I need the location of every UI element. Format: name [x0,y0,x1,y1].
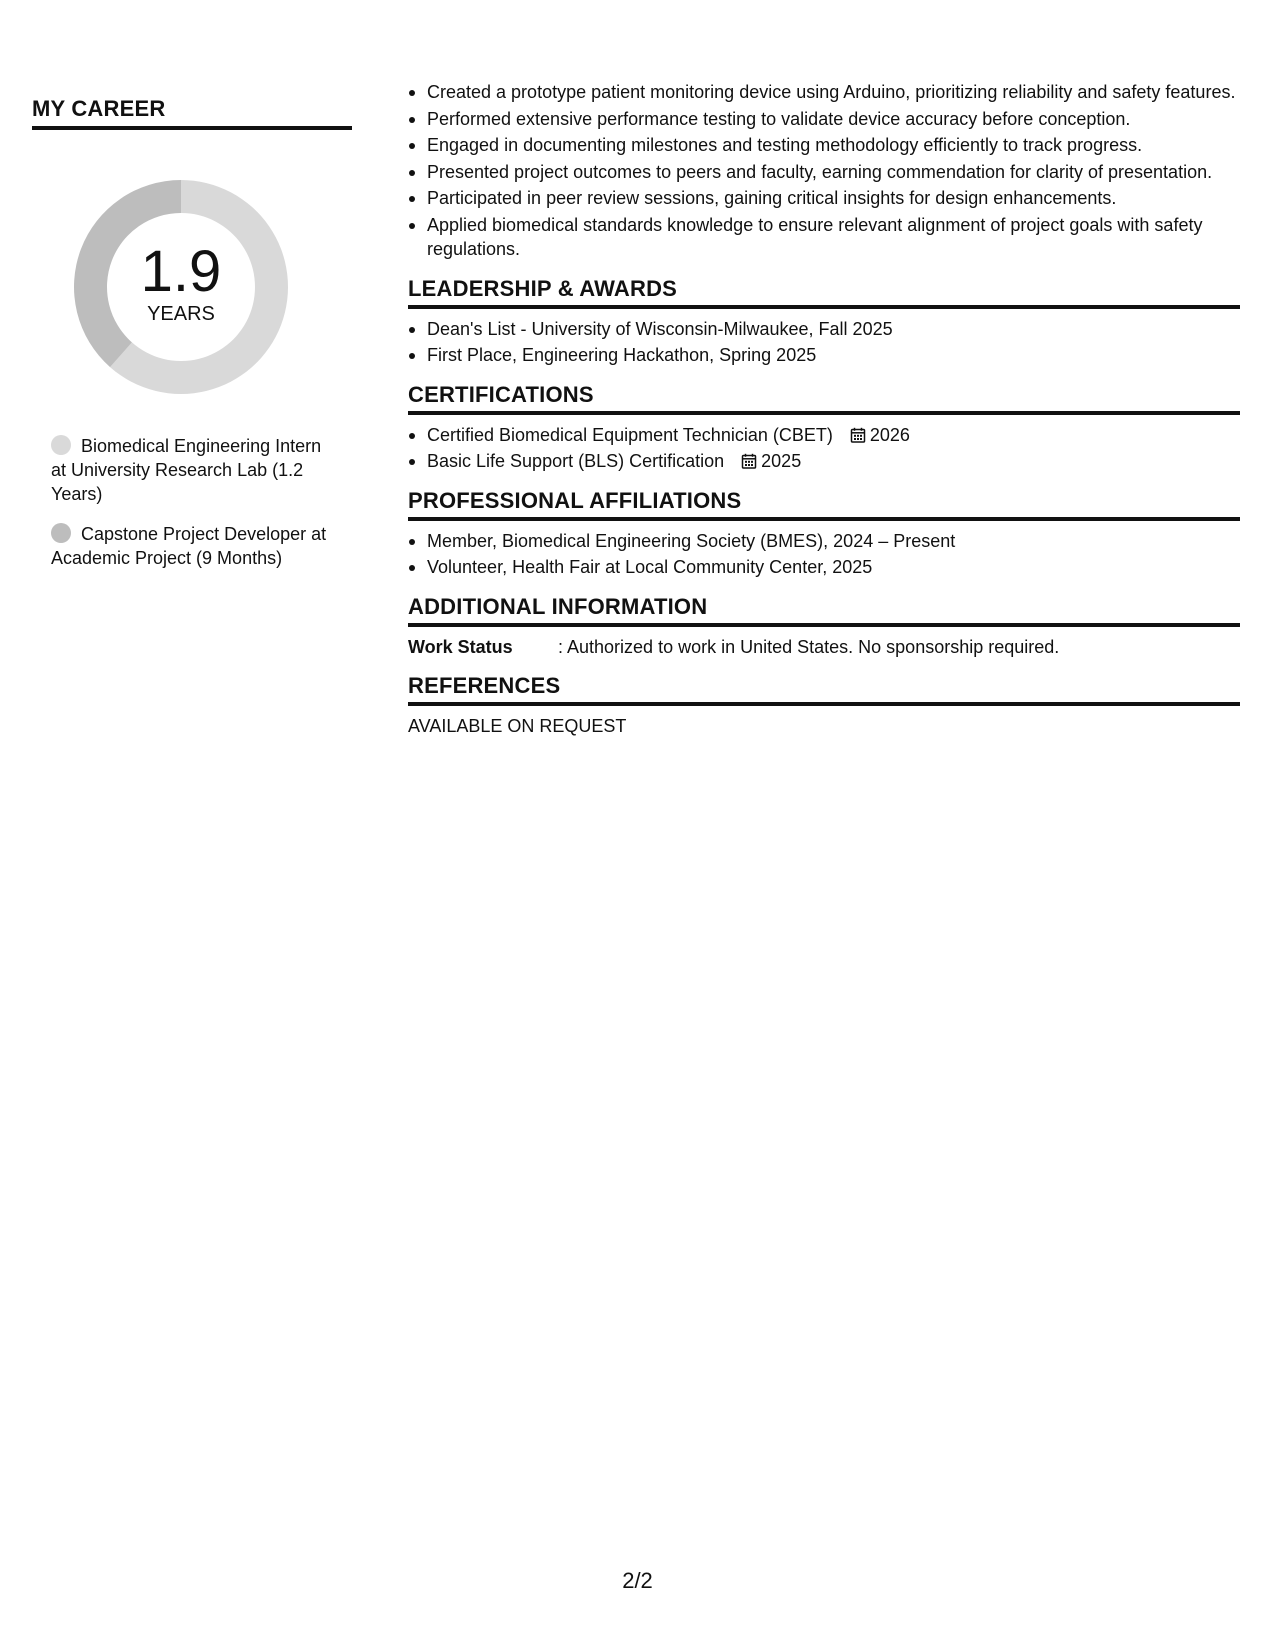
leadership-item: Dean's List - University of Wisconsin-Milwaukee, Fall 2025 [408,317,1240,342]
leadership-list [408,317,1240,368]
affiliation-item: Member, Biomedical Engineering Society (BMES), 2024 – Present [408,529,1240,554]
career-legend [32,434,352,570]
certification-item [408,423,1240,448]
certification-year: 2025 [761,451,802,471]
career-legend-label: Capstone Project Developer at Academic Project (9 Months) [51,524,327,568]
career-total-unit: YEARS [147,303,215,325]
affiliations-list [408,529,1240,580]
legend-dot-icon [51,523,71,543]
career-legend-item [51,434,341,506]
certification-item [408,449,1240,474]
references-heading: REFERENCES [408,673,1240,706]
main-content [408,80,1240,738]
certification-name: Basic Life Support (BLS) Certification [427,451,725,471]
certification-name: Certified Biomedical Equipment Technician (CBET) [427,424,833,445]
experience-bullet: Engaged in documenting milestones and testing methodology efficiently to track progress. [408,133,1240,158]
certifications-list [408,423,1240,474]
page-number: 2/2 [622,1568,653,1593]
affiliations-heading: PROFESSIONAL AFFILIATIONS [408,488,1240,521]
experience-bullets [408,80,1240,262]
experience-bullet: Participated in peer review sessions, gaining critical insights for design enhancements. [408,186,1240,211]
calendar-icon [850,427,866,443]
career-heading: MY CAREER [32,96,352,130]
career-sidebar [32,96,352,586]
leadership-section [408,276,1240,368]
career-legend-item [51,522,341,570]
additional-info-section [408,594,1240,659]
certification-year: 2026 [869,424,910,445]
work-status-label: Work Status [408,636,513,657]
references-text: AVAILABLE ON REQUEST [408,715,627,736]
work-status-row [408,635,1240,659]
experience-bullet: Applied biomedical standards knowledge to ensure relevant alignment of project goals with safety regulations. [408,213,1240,262]
career-legend-label: Biomedical Engineering Intern at University Research Lab (1.2 Years) [51,436,322,504]
leadership-item: First Place, Engineering Hackathon, Spring 2025 [408,343,1240,368]
affiliations-section [408,488,1240,580]
additional-info-heading: ADDITIONAL INFORMATION [408,594,1240,627]
certifications-section [408,382,1240,474]
career-donut-chart [66,172,296,402]
calendar-icon [741,453,757,469]
leadership-heading: LEADERSHIP & AWARDS [408,276,1240,309]
certifications-heading: CERTIFICATIONS [408,382,1240,415]
experience-bullet: Performed extensive performance testing to validate device accuracy before conception. [408,107,1240,132]
career-total-years: 1.9 [140,239,222,304]
work-status-value: : Authorized to work in United States. No sponsorship required. [558,636,1060,657]
experience-bullet: Presented project outcomes to peers and faculty, earning commendation for clarity of presentation. [408,160,1240,185]
references-section [408,673,1240,738]
affiliation-item: Volunteer, Health Fair at Local Community Center, 2025 [408,555,1240,580]
donut-center-label [66,172,296,402]
legend-dot-icon [51,435,71,455]
experience-bullet: Created a prototype patient monitoring device using Arduino, prioritizing reliability and safety features. [408,80,1240,105]
